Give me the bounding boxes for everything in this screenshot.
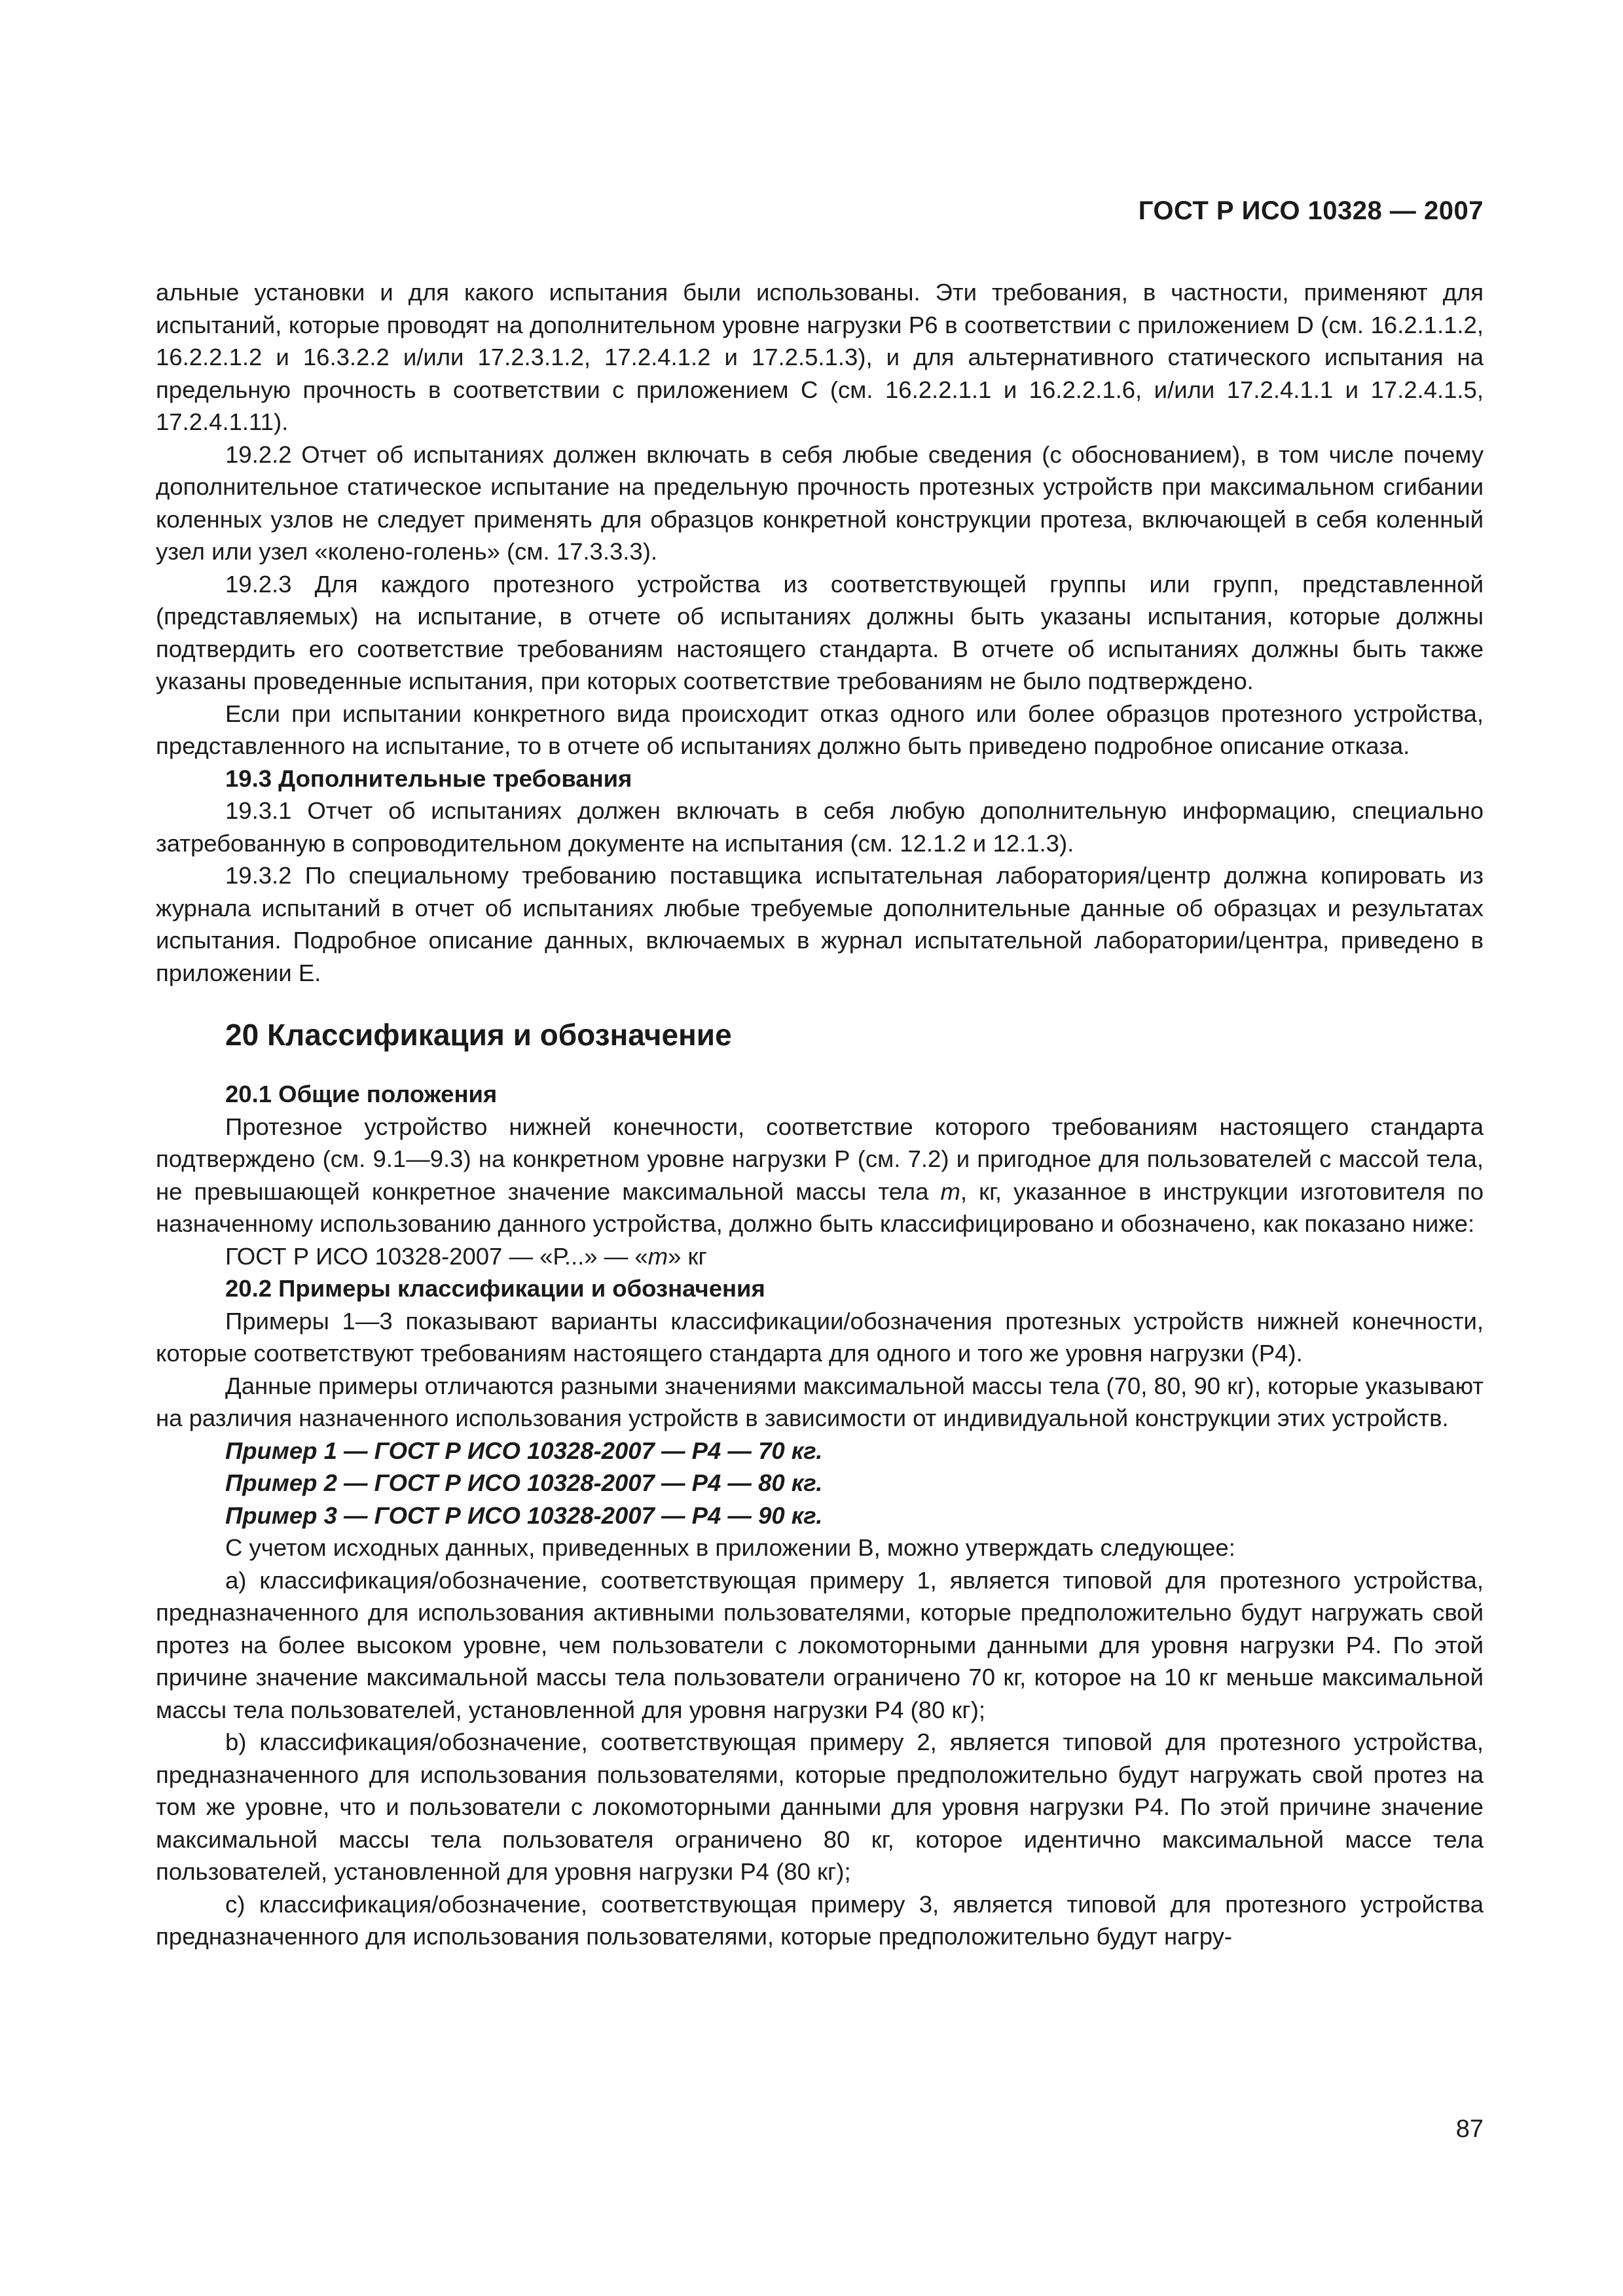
text-run: Протезное устройство нижней конечности, соответствие которого требованиям настоящего стандарта подтверждено (см. 9.1—9.3) на конкретном уровне нагрузки Р (см. 7.2) и пригодное для пользователей с массой тела, не превышающей конкретное значение максимальной массы тела (156, 1113, 1484, 1205)
paragraph: 19.3.1 Отчет об испытаниях должен включать в себя любую дополнительную информацию, специально затребованную в сопроводительном документе на испытания (см. 12.1.2 и 12.1.3). (156, 797, 1484, 857)
text-run: ГОСТ Р ИСО 10328-2007 — «Р...» — « (225, 1242, 648, 1270)
paragraph: С учетом исходных данных, приведенных в приложении В, можно утверждать следующее: (225, 1534, 1235, 1561)
page-number: 87 (1455, 2115, 1484, 2143)
list-item-a: а) классификация/обозначение, соответствующая примеру 1, является типовой для протезного устройства, предназначенного для использования активными пользователями, которые предположительно будут нагружать свой протез на более высоком уровне, чем пользователи с локомоторными данными для уровня нагрузки Р4. По этой причине значение максимальной массы тела пользователи ограничено 70 кг, которое на 10 кг меньше максимальной массы тела пользователей, установленной для уровня нагрузки Р4 (80 кг); (156, 1566, 1484, 1723)
text-run: » кг (668, 1242, 707, 1270)
text-run: , кг, указанное в инструкции изготовителя по назначенному использованию данного устройства, должно быть классифицировано и обозначено, как показано ниже: (156, 1177, 1484, 1237)
example-3: Пример 3 — ГОСТ Р ИСО 10328-2007 — Р4 — 90 кг. (225, 1501, 823, 1529)
example-1: Пример 1 — ГОСТ Р ИСО 10328-2007 — Р4 — 70 кг. (225, 1437, 823, 1464)
paragraph: Данные примеры отличаются разными значениями максимальной массы тела (70, 80, 90 кг), которые указывают на различия назначенного использования устройств в зависимости от индивидуальной конструкции этих устройств. (156, 1372, 1484, 1431)
mass-symbol: m (940, 1177, 960, 1205)
paragraph (156, 1111, 1484, 1240)
example-2: Пример 2 — ГОСТ Р ИСО 10328-2007 — Р4 — 80 кг. (225, 1469, 823, 1496)
document-body (156, 276, 1484, 1953)
section-heading: 20 Классификация и обозначение (225, 1018, 732, 1052)
paragraph: альные установки и для какого испытания были использованы. Эти требования, в частности, применяют для испытаний, которые проводят на дополнительном уровне нагрузки Р6 в соответствии с приложением D (см. 16.2.1.1.2, 16.2.2.1.2 и 16.3.2.2 и/или 17.2.3.1.2, 17.2.4.1.2 и 17.2.5.1.3), и для альтернативного статического испытания на предельную прочность в соответствии с приложением С (см. 16.2.2.1.1 и 16.2.2.1.6, и/или 17.2.4.1.1 и 17.2.4.1.5, 17.2.4.1.11). (156, 279, 1484, 435)
mass-symbol: m (647, 1242, 668, 1270)
subsection-heading: 20.1 Общие положения (225, 1081, 498, 1107)
designation-format (156, 1240, 1484, 1273)
paragraph: 19.3.2 По специальному требованию поставщика испытательная лаборатория/центр должна копировать из журнала испытаний в отчет об испытаниях любые требуемые дополнительные данные об образцах и результатах испытания. Подробное описание данных, включаемых в журнал испытательной лаборатории/центра, приведено в приложении Е. (156, 862, 1484, 986)
list-item-c: с) классификация/обозначение, соответствующая примеру 3, является типовой для протезного устройства предназначенного для использования пользователями, которые предположительно будут нагру- (156, 1890, 1484, 1950)
paragraph: 19.2.2 Отчет об испытаниях должен включать в себя любые сведения (с обоснованием), в том числе почему дополнительное статическое испытание на предельную прочность протезных устройств при максимальном сгибании коленных узлов не следует применять для образцов конкретной конструкции протеза, включающей в себя коленный узел или узел «колено-голень» (см. 17.3.3.3). (156, 440, 1484, 565)
paragraph: 19.2.3 Для каждого протезного устройства из соответствующей группы или групп, представленной (представляемых) на испытание, в отчете об испытаниях должны быть указаны испытания, которые должны подтвердить его соответствие требованиям настоящего стандарта. В отчете об испытаниях должны быть также указаны проведенные испытания, при которых соответствие требованиям не было подтверждено. (156, 570, 1484, 694)
paragraph: Если при испытании конкретного вида происходит отказ одного или более образцов протезного устройства, представленного на испытание, то в отчете об испытаниях должно быть приведено подробное описание отказа. (156, 700, 1484, 759)
paragraph: Примеры 1—3 показывают варианты классификации/обозначения протезных устройств нижней конечности, которые соответствуют требованиям настоящего стандарта для одного и того же уровня нагрузки (Р4). (156, 1307, 1484, 1367)
subsection-heading: 20.2 Примеры классификации и обозначения (225, 1275, 765, 1302)
document-header: ГОСТ Р ИСО 10328 — 2007 (1138, 196, 1484, 225)
list-item-b: b) классификация/обозначение, соответствующая примеру 2, является типовой для протезного устройства, предназначенного для использования пользователями, которые предположительно будут нагружать свой протез на том же уровне, что и пользователи с локомоторными данными для уровня нагрузки Р4. По этой причине значение максимальной массы тела пользователя ограничено 80 кг, которое идентично максимальной массе тела пользователей, установленной для уровня нагрузки Р4 (80 кг); (156, 1729, 1484, 1885)
subsection-heading: 19.3 Дополнительные требования (225, 764, 632, 792)
